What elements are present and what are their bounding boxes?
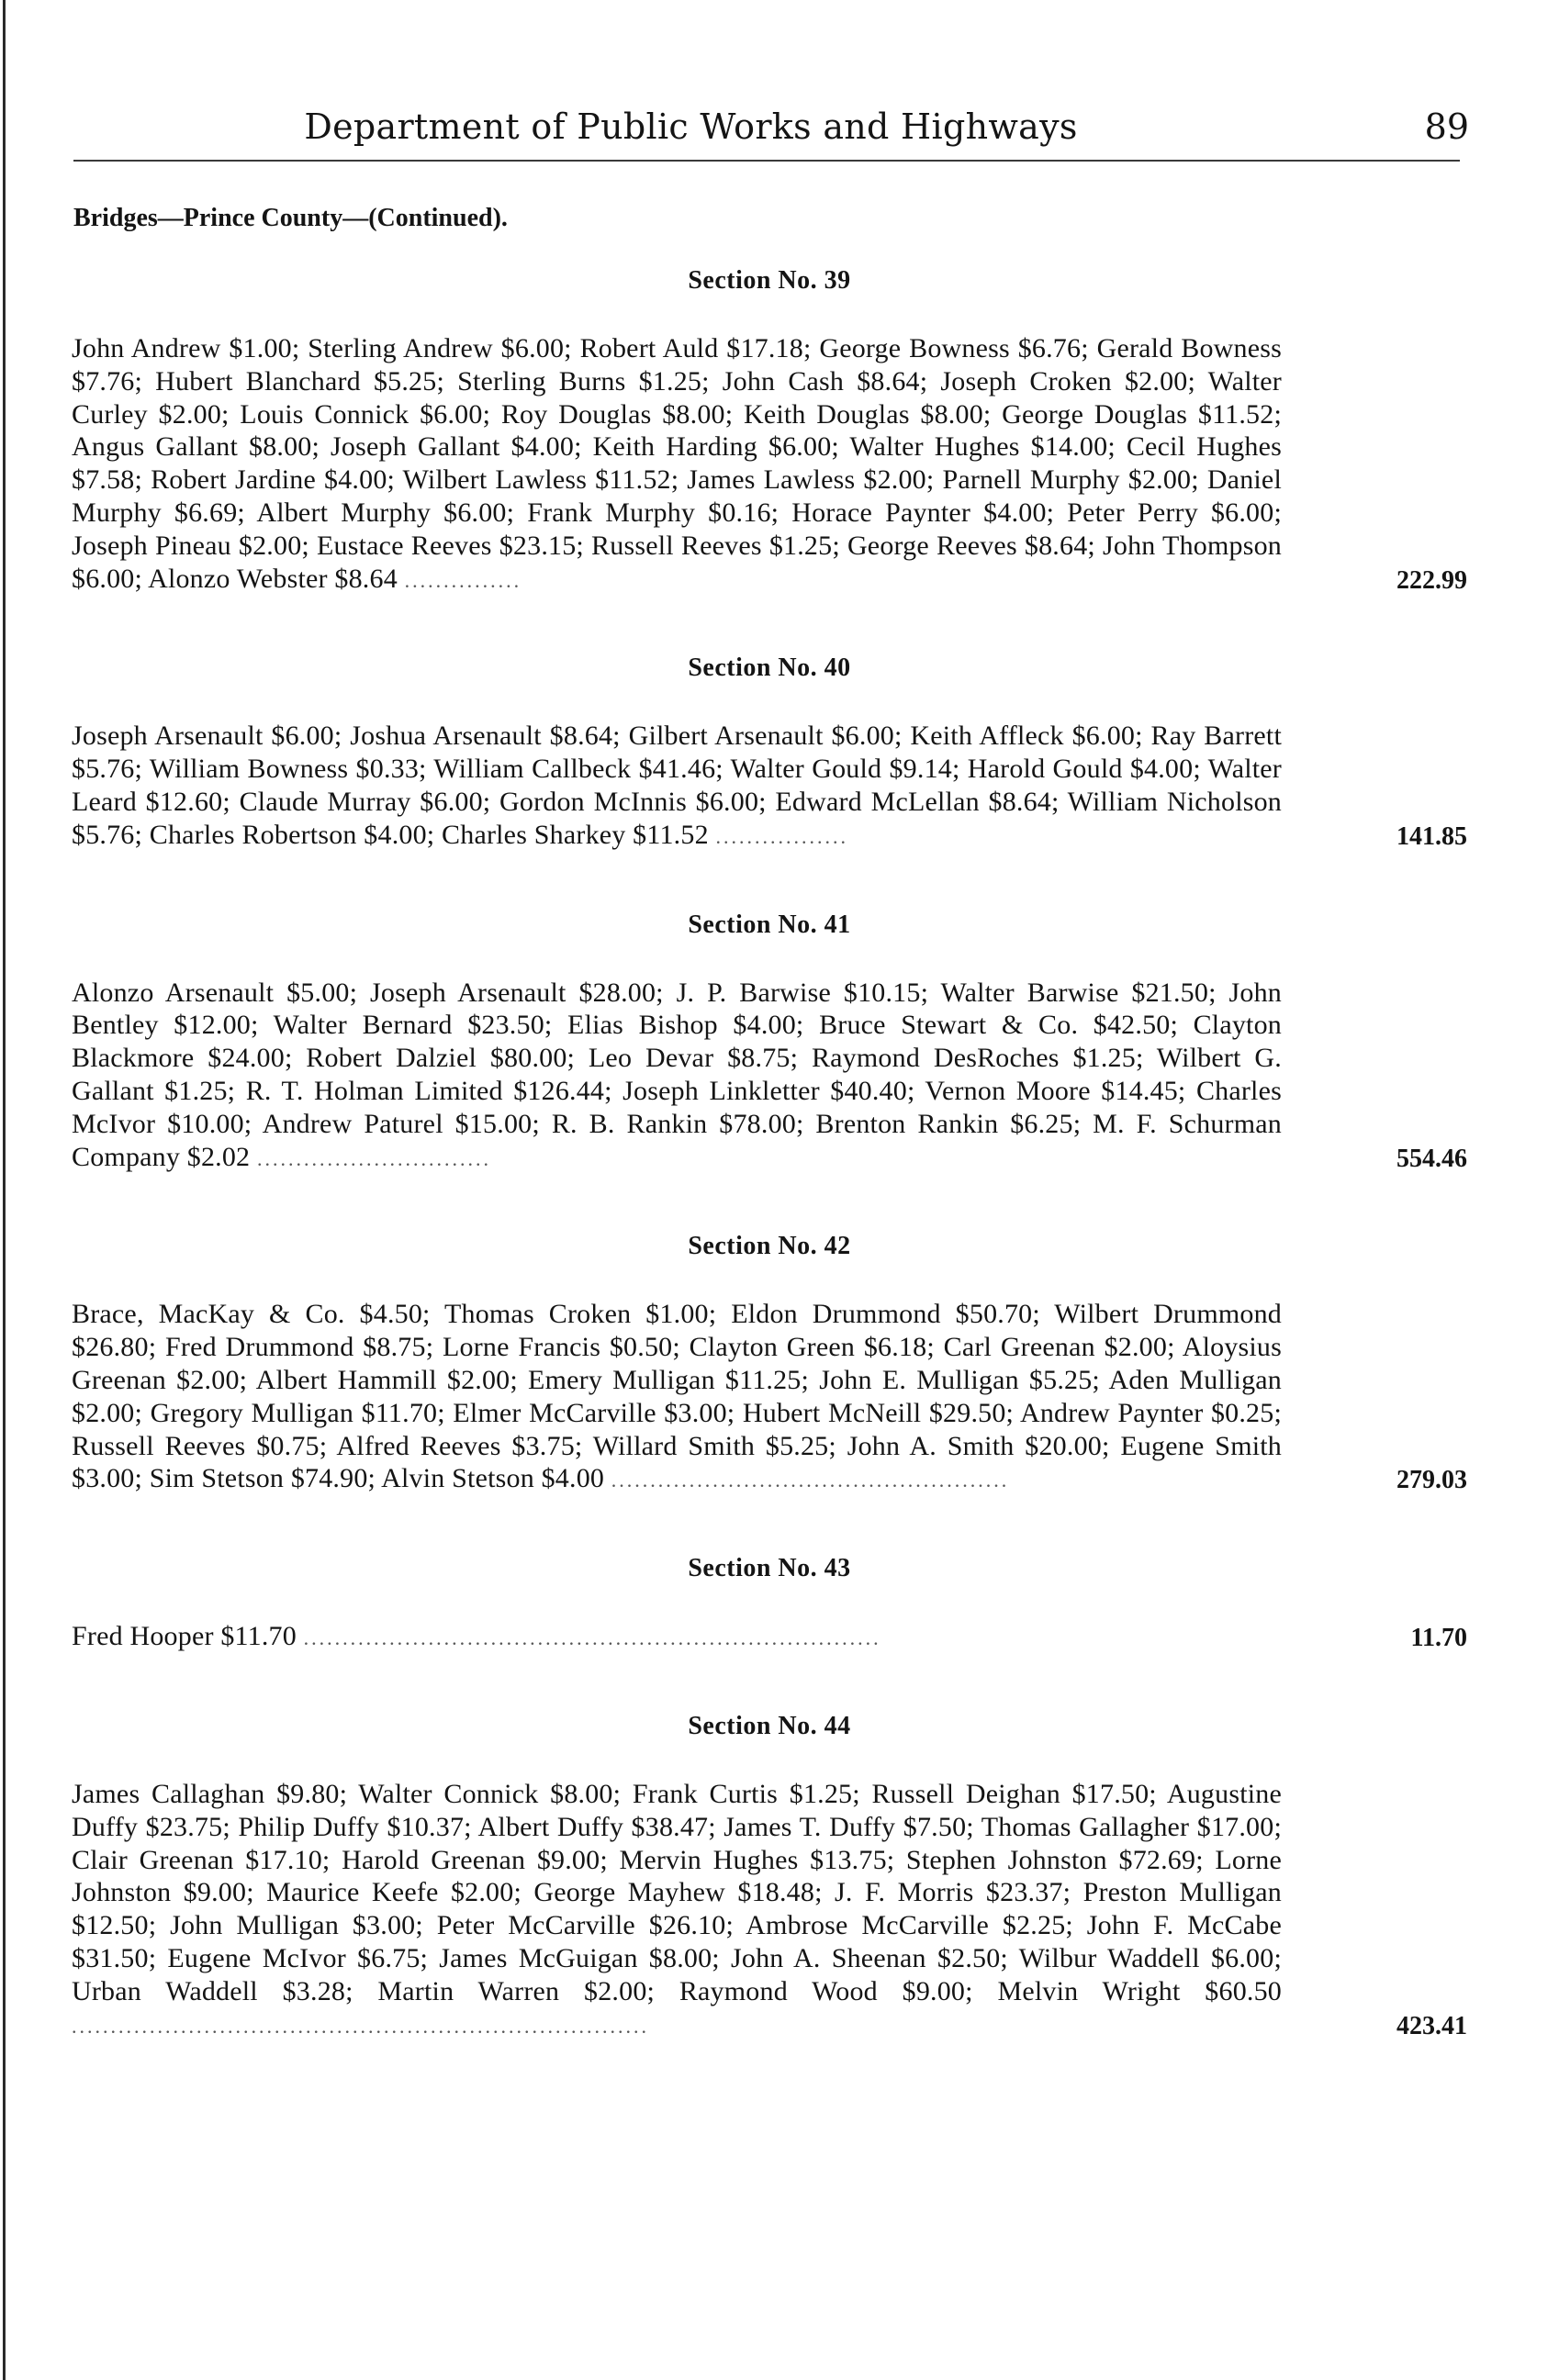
- section-title: Section No. 39: [688, 266, 851, 295]
- section-42: [72, 1232, 1467, 1497]
- dot-leader: .................: [715, 824, 848, 848]
- section-40: [72, 654, 1467, 853]
- section-44: [72, 1712, 1467, 2042]
- payee-text: John Andrew $1.00; Sterling Andrew $6.00; Robert Auld $17.18; George Bowness $6.76; Gerald Bowness $7.76; Hubert Blanchard $5.25; Sterling Burns $1.25; John Cash $8.64; Joseph Croken $2.00; Walter Curley $2.00; Louis Connick $6.00; Roy Douglas $8.00; Keith Douglas $8.00; George Douglas $11.52; Angus Gallant $8.00; Joseph Gallant $4.00; Keith Harding $6.00; Walter Hughes $14.00; Cecil Hughes $7.58; Robert Jardine $4.00; Wilbert Lawless $11.52; James Lawless $2.00; Parnell Murphy $2.00; Daniel Murphy $6.69; Albert Murphy $6.00; Frank Murphy $0.16; Horace Paynter $4.00; Peter Perry $6.00; Joseph Pineau $2.00; Eustace Reeves $23.15; Russell Reeves $1.25; George Reeves $8.64; John Thompson $6.00; Alonzo Webster $8.64: [72, 333, 1282, 594]
- section-title: Section No. 40: [688, 654, 851, 683]
- payee-text: James Callaghan $9.80; Walter Connick $8.00; Frank Curtis $1.25; Russell Deighan $17.50; Augustine Duffy $23.75; Philip Duffy $10.37; Albert Duffy $38.47; James T. Duffy $7.50; Thomas Gallagher $17.00; Clair Greenan $17.10; Harold Greenan $9.00; Mervin Hughes $13.75; Stephen Johnston $72.69; Lorne Johnston $9.00; Maurice Keefe $2.00; George Mayhew $18.48; J. F. Morris $23.37; Preston Mulligan $12.50; John Mulligan $3.00; Peter McCarville $26.10; Ambrose McCarville $2.25; John F. McCabe $31.50; Eugene McIvor $6.75; James McGuigan $8.00; John A. Sheenan $2.50; Wilbur Waddell $6.00; Urban Waddell $3.28; Martin Warren $2.00; Raymond Wood $9.00; Melvin Wright $60.50: [72, 1778, 1282, 2006]
- section-entry: [72, 1620, 1467, 1655]
- payee-list: [72, 1620, 1282, 1655]
- section-total: 279.03: [1396, 1466, 1467, 1495]
- section-total: 222.99: [1396, 565, 1467, 595]
- dot-leader: ..........................................................................: [303, 1626, 881, 1650]
- dot-leader: ..............................: [256, 1146, 491, 1170]
- section-total: 141.85: [1396, 821, 1467, 851]
- section-title: Section No. 44: [688, 1711, 851, 1740]
- section-43: [72, 1554, 1467, 1655]
- dot-leader: ...............: [404, 568, 522, 592]
- section-entry: [72, 720, 1467, 853]
- section-entry: [72, 1298, 1467, 1497]
- payee-text: Brace, MacKay & Co. $4.50; Thomas Croken $1.00; Eldon Drummond $50.70; Wilbert Drummond $26.80; Fred Drummond $8.75; Lorne Francis $0.50; Clayton Green $6.18; Carl Greenan $2.00; Aloysius Greenan $2.00; Albert Hammill $2.00; Emery Mulligan $11.25; John E. Mulligan $5.25; Aden Mulligan $2.00; Gregory Mulligan $11.70; Elmer McCarville $3.00; Hubert McNeill $29.50; Andrew Paynter $0.25; Russell Reeves $0.75; Alfred Reeves $3.75; Willard Smith $5.25; John A. Smith $20.00; Eugene Smith $3.00; Sim Stetson $74.90; Alvin Stetson $4.00: [72, 1299, 1282, 1494]
- section-title: Section No. 41: [688, 910, 851, 939]
- page-number: 89: [1424, 106, 1469, 147]
- page-title: Department of Public Works and Highways: [304, 106, 1078, 147]
- section-total: 11.70: [1410, 1624, 1467, 1653]
- page-edge-line: [3, 0, 6, 2380]
- payee-text: Joseph Arsenault $6.00; Joshua Arsenault $8.64; Gilbert Arsenault $6.00; Keith Affleck $6.00; Ray Barrett $5.76; William Bowness $0.33; William Callbeck $41.46; Walter Gould $9.14; Harold Gould $4.00; Walter Leard $12.60; Claude Murray $6.00; Gordon McInnis $6.00; Edward McLellan $8.64; William Nicholson $5.76; Charles Robertson $4.00; Charles Sharkey $11.52: [72, 721, 1282, 850]
- section-total: 554.46: [1396, 1144, 1467, 1173]
- page-header: [73, 99, 1469, 154]
- payee-list: [72, 1298, 1282, 1497]
- payee-text: Alonzo Arsenault $5.00; Joseph Arsenault $28.00; J. P. Barwise $10.15; Walter Barwise $21.50; John Bentley $12.00; Walter Bernard $23.50; Elias Bishop $4.00; Bruce Stewart & Co. $42.50; Clayton Blackmore $24.00; Robert Dalziel $80.00; Leo Devar $8.75; Raymond DesRoches $1.25; Wilbert G. Gallant $1.25; R. T. Holman Limited $126.44; Joseph Linkletter $40.40; Vernon Moore $14.45; Charles McIvor $10.00; Andrew Paturel $15.00; R. B. Rankin $78.00; Brenton Rankin $6.25; M. F. Schurman Company $2.02: [72, 977, 1282, 1172]
- dot-leader: ...................................................: [611, 1469, 1010, 1492]
- header-rule: [73, 160, 1460, 162]
- payee-list: [72, 720, 1282, 853]
- section-title: Section No. 43: [688, 1554, 851, 1583]
- payee-list: [72, 1778, 1282, 2042]
- section-total: 423.41: [1396, 2011, 1467, 2040]
- section-entry: [72, 977, 1467, 1176]
- payee-text: Fred Hooper $11.70: [72, 1621, 297, 1652]
- section-entry: [72, 1778, 1467, 2042]
- payee-list: [72, 977, 1282, 1176]
- payee-list: [72, 332, 1282, 597]
- sections-list: [72, 266, 1467, 2099]
- continued-heading: Bridges—Prince County—(Continued).: [73, 204, 508, 232]
- section-title: Section No. 42: [688, 1232, 851, 1261]
- section-41: [72, 911, 1467, 1176]
- dot-leader: ..........................................................................: [72, 2014, 649, 2038]
- section-39: [72, 266, 1467, 597]
- section-entry: [72, 332, 1467, 597]
